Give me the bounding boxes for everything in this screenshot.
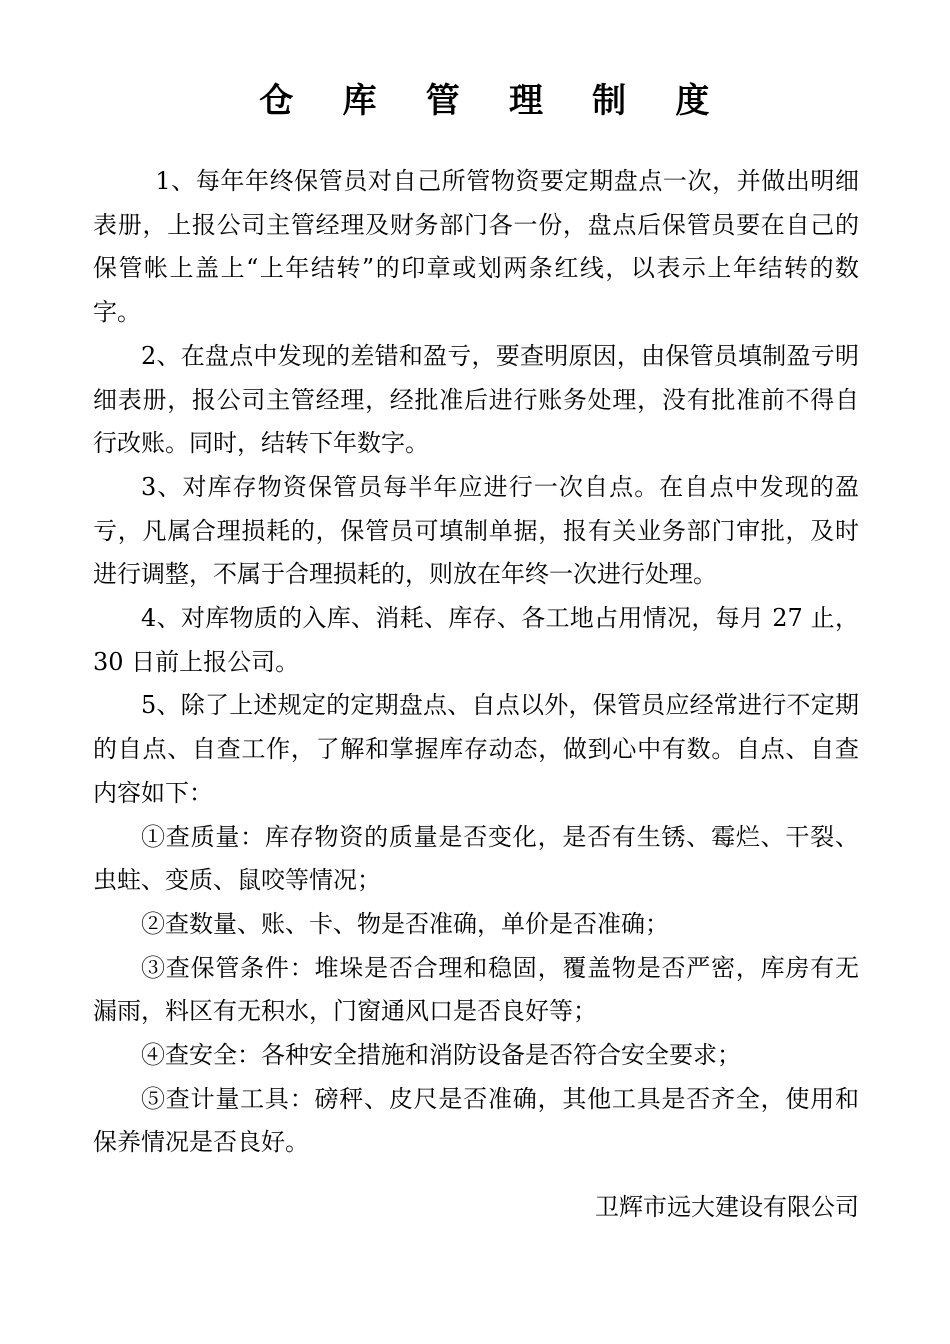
paragraph-2: 2、在盘点中发现的差错和盈亏，要查明原因，由保管员填制盈亏明细表册，报公司主管经理，经批准后进行账务处理，没有批准前不得自行改账。同时，结转下年数字。 [93,341,859,458]
check-item-quality: ①查质量：库存物资的质量是否变化，是否有生锈、霉烂、干裂、虫蛀、变质、鼠咬等情况； [93,822,859,895]
document-title: 仓 库 管 理 制 度 [259,81,729,121]
paragraph-3: 3、对库存物资保管员每半年应进行一次自点。在自点中发现的盈亏，凡属合理损耗的，保管员可填制单据，报有关业务部门审批，及时进行调整，不属于合理损耗的，则放在年终一次进行处理。 [93,472,859,589]
check-item-measuring-tools: ⑤查计量工具：磅秤、皮尺是否准确，其他工具是否齐全，使用和保养情况是否良好。 [93,1084,859,1157]
check-item-safety: ④查安全：各种安全措施和消防设备是否符合安全要求； [141,1041,741,1070]
paragraph-1: 1、每年年终保管员对自己所管物资要定期盘点一次，并做出明细表册，上报公司主管经理及财务部门各一份，盘点后保管员要在自己的保管帐上盖上“上年结转”的印章或划两条红线，以表示上年结转的数字。 [93,167,859,327]
check-item-quantity: ②查数量、账、卡、物是否准确，单价是否准确； [141,909,669,938]
company-signature: 卫辉市远大建设有限公司 [595,1193,859,1221]
paragraph-4: 4、对库物质的入库、消耗、库存、各工地占用情况，每月 27 止，30 日前上报公司。 [93,604,859,676]
check-item-storage: ③查保管条件：堆垛是否合理和稳固，覆盖物是否严密，库房有无漏雨，料区有无积水，门窗通风口是否良好等； [93,953,859,1026]
paragraph-5: 5、除了上述规定的定期盘点、自点以外，保管员应经常进行不定期的自点、自查工作，了解和掌握库存动态，做到心中有数。自点、自查内容如下： [93,691,859,807]
document-body [93,160,859,1165]
